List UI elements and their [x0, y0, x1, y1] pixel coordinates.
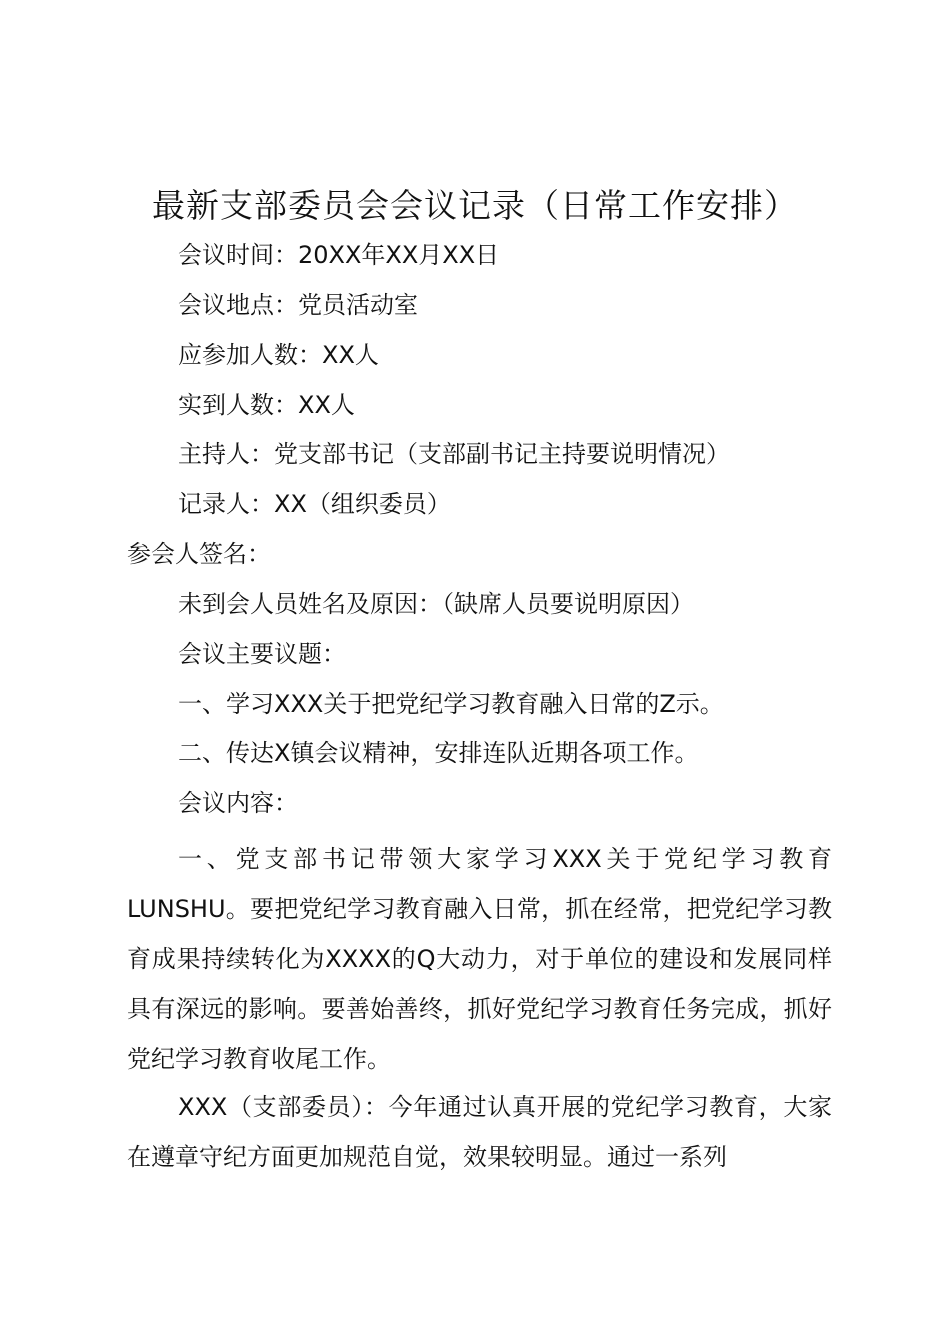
- topics-heading: 会议主要议题：: [178, 640, 346, 668]
- content-paragraph: XXX（支部委员）：今年通过认真开展的党纪学习教育，大家在遵章守纪方面更加规范自觉，效果较明显。通过一系列: [127, 1093, 832, 1171]
- topic-item: 一、学习XXX关于把党纪学习教育融入日常的Z示。: [178, 690, 724, 718]
- meeting-time: 会议时间：20XX年XX月XX日: [178, 241, 500, 269]
- absentees-note: 未到会人员姓名及原因：（缺席人员要说明原因）: [178, 590, 694, 618]
- meeting-place: 会议地点：党员活动室: [178, 291, 418, 319]
- content-heading: 会议内容：: [178, 789, 298, 817]
- signatures-label: 参会人签名：: [127, 540, 271, 568]
- topic-item: 二、传达X镇会议精神，安排连队近期各项工作。: [178, 739, 699, 767]
- content-paragraph: 一、党支部书记带领大家学习XXX关于党纪学习教育LUNSHU。要把党纪学习教育融入日常，抓在经常，把党纪学习教育成果持续转化为XXXX的Q大动力，对于单位的建设和发展同样具有深远的影响。要善始善终，抓好党纪学习教育任务完成，抓好党纪学习教育收尾工作。: [127, 845, 832, 1073]
- actual-attendees: 实到人数：XX人: [178, 391, 355, 419]
- expected-attendees: 应参加人数：XX人: [178, 341, 379, 369]
- meeting-host: 主持人：党支部书记（支部副书记主持要说明情况）: [178, 440, 730, 468]
- meeting-recorder: 记录人：XX（组织委员）: [178, 490, 451, 518]
- document-title: 最新支部委员会会议记录（日常工作安排）: [152, 186, 798, 225]
